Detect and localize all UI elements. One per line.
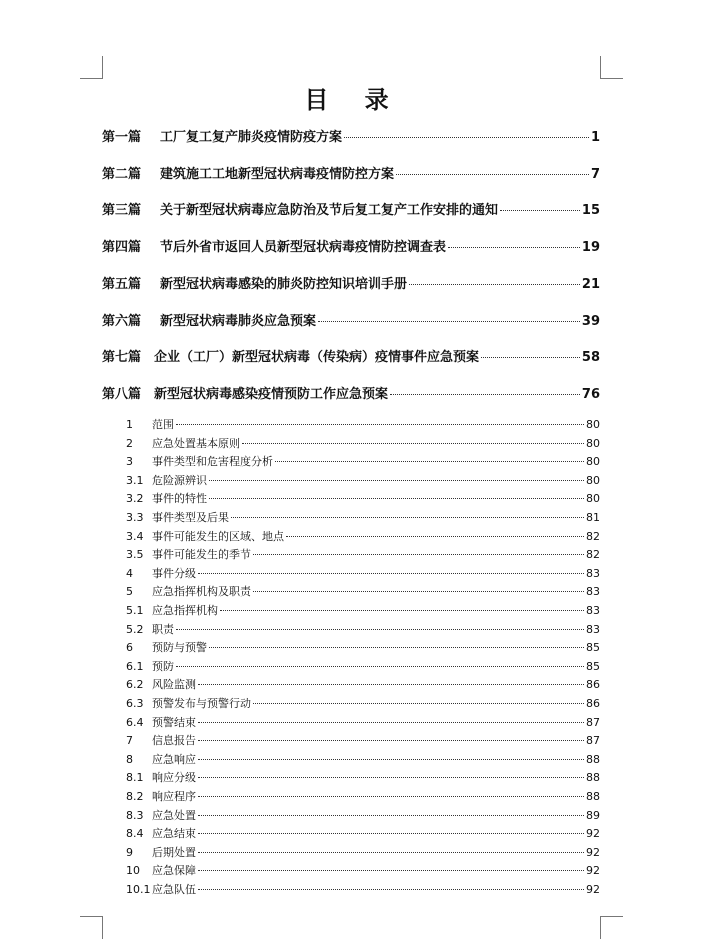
toc-entry-page-number: 86 — [586, 678, 600, 692]
toc-entry-number: 5.1 — [126, 604, 144, 617]
toc-section-entry[interactable] — [126, 528, 600, 544]
toc-entry-number: 4 — [126, 566, 133, 580]
dot-leader — [176, 629, 584, 630]
toc-entry-label: 关于新型冠状病毒应急防治及节后复工复产工作安排的通知 — [160, 203, 499, 219]
dot-leader — [286, 536, 584, 537]
toc-entry-page-number: 85 — [586, 659, 600, 673]
toc-entry-page-number: 80 — [586, 418, 600, 431]
toc-entry-label: 应急处置 — [152, 808, 196, 822]
toc-entry-number: 5 — [126, 585, 133, 599]
dot-leader — [198, 870, 584, 871]
toc-entry-label: 事件可能发生的区域、地点 — [152, 529, 284, 543]
toc-entry-number: 2 — [126, 436, 133, 450]
toc-section-entry[interactable] — [126, 788, 600, 804]
toc-entry-page-number: 83 — [586, 622, 600, 636]
toc-chapter-entry[interactable] — [102, 273, 600, 292]
toc-entry-label: 新型冠状病毒肺炎应急预案 — [160, 313, 317, 329]
dot-leader — [500, 210, 580, 211]
dot-leader — [253, 703, 584, 704]
toc-entry-label: 响应程序 — [152, 790, 196, 803]
toc-section-entry[interactable] — [126, 807, 600, 823]
toc-section-entry[interactable] — [126, 769, 600, 785]
toc-entry-number: 8.1 — [126, 771, 144, 785]
toc-entry-page-number: 58 — [581, 350, 600, 366]
toc-entry-page-number: 76 — [581, 386, 600, 402]
toc-entry-page-number: 19 — [581, 240, 600, 256]
toc-section-entry[interactable] — [126, 583, 600, 599]
dot-leader — [396, 174, 589, 175]
dot-leader — [209, 647, 584, 648]
toc-entry-page-number: 88 — [586, 771, 600, 785]
toc-entry-page-number: 80 — [586, 436, 600, 450]
toc-entry-label: 企业（工厂）新型冠状病毒（传染病）疫情事件应急预案 — [154, 350, 480, 366]
toc-section-entry[interactable] — [126, 844, 600, 860]
toc-entry-label: 事件的特性 — [152, 492, 207, 506]
toc-entry-label: 事件可能发生的季节 — [152, 548, 251, 562]
toc-section-entry[interactable] — [126, 881, 600, 897]
toc-entry-page-number: 80 — [586, 473, 600, 487]
toc-entry-label: 应急结束 — [152, 827, 196, 841]
dot-leader — [198, 573, 584, 574]
toc-entry-page-number: 83 — [586, 604, 600, 617]
toc-entry-number: 6 — [126, 641, 133, 655]
toc-entry-number: 8.3 — [126, 808, 144, 822]
toc-entry-page-number: 80 — [586, 492, 600, 506]
toc-entry-page-number: 88 — [586, 752, 600, 766]
dot-leader — [198, 684, 584, 685]
dot-leader — [198, 777, 584, 778]
toc-entry-number: 3.4 — [126, 529, 144, 543]
toc-section-entry[interactable] — [126, 695, 600, 711]
toc-entry-number: 第二篇 — [102, 166, 142, 182]
toc-entry-label: 后期处置 — [152, 845, 196, 859]
toc-section-entry[interactable] — [126, 602, 600, 618]
dot-leader — [448, 247, 580, 248]
toc-entry-label: 应急指挥机构及职责 — [152, 585, 251, 599]
toc-entry-label: 应急指挥机构 — [152, 604, 218, 617]
toc-section-entry[interactable] — [126, 546, 600, 562]
toc-entry-label: 事件类型及后果 — [152, 511, 229, 524]
dot-leader — [275, 461, 584, 462]
toc-entry-label: 职责 — [152, 622, 174, 636]
toc-entry-label: 工厂复工复产肺炎疫情防疫方案 — [160, 130, 343, 145]
dot-leader — [253, 591, 584, 592]
toc-section-entry[interactable] — [126, 639, 600, 655]
toc-entry-number: 10.1 — [126, 883, 151, 896]
toc-entry-page-number: 39 — [581, 313, 600, 329]
toc-chapter-entry[interactable] — [102, 163, 600, 182]
toc-entry-label: 事件分级 — [152, 566, 196, 580]
toc-entry-label: 节后外省市返回人员新型冠状病毒疫情防控调查表 — [160, 240, 447, 256]
toc-entry-page-number: 92 — [586, 883, 600, 896]
toc-entry-number: 6.1 — [126, 659, 144, 673]
dot-leader — [318, 321, 580, 322]
toc-entry-number: 6.3 — [126, 697, 144, 710]
dot-leader — [198, 796, 584, 797]
toc-chapter-entry[interactable] — [102, 383, 600, 402]
dot-leader — [198, 815, 584, 816]
toc-entry-label: 响应分级 — [152, 771, 196, 785]
toc-chapter-entry[interactable] — [102, 199, 600, 218]
toc-entry-label: 风险监测 — [152, 678, 196, 692]
toc-entry-number: 3.1 — [126, 473, 144, 487]
toc-entry-label: 事件类型和危害程度分析 — [152, 455, 273, 469]
toc-section-entry[interactable] — [126, 490, 600, 506]
dot-leader — [176, 666, 584, 667]
toc-entry-label: 预防与预警 — [152, 641, 207, 655]
toc-entry-label: 危险源辨识 — [152, 473, 207, 487]
toc-entry-page-number: 83 — [586, 585, 600, 599]
crop-mark-bottom-right — [600, 916, 623, 939]
dot-leader — [198, 740, 584, 741]
toc-entry-page-number: 87 — [586, 734, 600, 748]
toc-section-entry[interactable] — [126, 658, 600, 674]
toc-entry-page-number: 1 — [590, 130, 600, 145]
toc-entry-page-number: 89 — [586, 808, 600, 822]
toc-entry-page-number: 92 — [586, 827, 600, 841]
toc-chapter-entry[interactable] — [102, 346, 600, 365]
dot-leader — [220, 610, 584, 611]
dot-leader — [242, 443, 584, 444]
toc-section-entry[interactable] — [126, 732, 600, 748]
dot-leader — [198, 889, 584, 890]
toc-entry-page-number: 15 — [581, 203, 600, 219]
dot-leader — [209, 480, 584, 481]
dot-leader — [409, 284, 580, 285]
toc-entry-page-number: 82 — [586, 529, 600, 543]
toc-entry-number: 6.4 — [126, 715, 144, 729]
toc-entry-page-number: 82 — [586, 548, 600, 562]
toc-entry-label: 信息报告 — [152, 734, 196, 748]
toc-section-entry[interactable] — [126, 565, 600, 581]
toc-entry-page-number: 85 — [586, 641, 600, 655]
toc-entry-label: 应急响应 — [152, 752, 196, 766]
toc-section-entry[interactable] — [126, 416, 600, 432]
toc-entry-number: 3.5 — [126, 548, 144, 562]
toc-entry-number: 第八篇 — [102, 386, 142, 402]
toc-section-entry[interactable] — [126, 509, 600, 525]
dot-leader — [481, 357, 580, 358]
crop-mark-top-left — [80, 56, 103, 79]
toc-entry-label: 范围 — [152, 418, 174, 431]
toc-entry-page-number: 92 — [586, 845, 600, 859]
dot-leader — [253, 554, 584, 555]
toc-entry-number: 3 — [126, 455, 133, 469]
toc-entry-number: 5.2 — [126, 622, 144, 636]
crop-mark-top-right — [600, 56, 623, 79]
toc-entry-number: 第五篇 — [102, 276, 142, 292]
toc-section-entry[interactable] — [126, 825, 600, 841]
toc-section-entry[interactable] — [126, 435, 600, 451]
toc-entry-page-number: 21 — [581, 276, 600, 292]
dot-leader — [176, 424, 584, 425]
toc-entry-label: 预防 — [152, 659, 174, 673]
toc-entry-number: 8.4 — [126, 827, 144, 841]
toc-entry-page-number: 7 — [590, 166, 600, 182]
dot-leader — [198, 833, 584, 834]
toc-entry-number: 第一篇 — [102, 130, 142, 145]
toc-section-entry[interactable] — [126, 862, 600, 878]
toc-section-entry[interactable] — [126, 621, 600, 637]
toc-section-entry[interactable] — [126, 751, 600, 767]
toc-entry-number: 1 — [126, 418, 133, 431]
toc-entry-number: 3.3 — [126, 511, 144, 524]
toc-entry-label: 新型冠状病毒感染的肺炎防控知识培训手册 — [160, 276, 408, 292]
toc-entry-label: 应急处置基本原则 — [152, 436, 240, 450]
toc-chapter-entry[interactable] — [102, 310, 600, 329]
crop-mark-bottom-left — [80, 916, 103, 939]
toc-entry-label: 应急队伍 — [152, 883, 196, 896]
toc-entry-page-number: 80 — [586, 455, 600, 469]
dot-leader — [198, 759, 584, 760]
toc-section-entry[interactable] — [126, 714, 600, 730]
toc-entry-number: 10 — [126, 864, 140, 878]
toc-entry-number: 9 — [126, 845, 133, 859]
toc-entry-number: 8 — [126, 752, 133, 766]
dot-leader — [198, 852, 584, 853]
toc-entry-number: 6.2 — [126, 678, 144, 692]
toc-entry-label: 新型冠状病毒感染疫情预防工作应急预案 — [154, 386, 389, 402]
dot-leader — [209, 498, 584, 499]
toc-entry-number: 第六篇 — [102, 313, 142, 329]
dot-leader — [344, 137, 589, 138]
toc-entry-page-number: 81 — [586, 511, 600, 524]
dot-leader — [231, 517, 584, 518]
toc-entry-page-number: 86 — [586, 697, 600, 710]
toc-entry-number: 7 — [126, 734, 133, 748]
toc-entry-number: 第四篇 — [102, 240, 142, 256]
toc-chapter-entry[interactable] — [102, 126, 600, 145]
toc-entry-page-number: 87 — [586, 715, 600, 729]
dot-leader — [390, 394, 580, 395]
toc-entry-number: 第三篇 — [102, 203, 142, 219]
toc-section-entry[interactable] — [126, 676, 600, 692]
toc-entry-label: 预警结束 — [152, 715, 196, 729]
toc-chapter-entry[interactable] — [102, 236, 600, 255]
toc-entry-number: 第七篇 — [102, 350, 142, 366]
toc-entry-page-number: 83 — [586, 566, 600, 580]
toc-entry-label: 预警发布与预警行动 — [152, 697, 251, 710]
toc-entry-page-number: 88 — [586, 790, 600, 803]
toc-entry-number: 3.2 — [126, 492, 144, 506]
dot-leader — [198, 722, 584, 723]
toc-entry-label: 建筑施工工地新型冠状病毒疫情防控方案 — [160, 166, 395, 182]
toc-entry-page-number: 92 — [586, 864, 600, 878]
toc-entry-number: 8.2 — [126, 790, 144, 803]
toc-section-entry[interactable] — [126, 472, 600, 488]
toc-section-entry[interactable] — [126, 453, 600, 469]
page-title: 目 录 — [304, 85, 403, 114]
toc-entry-label: 应急保障 — [152, 864, 196, 878]
